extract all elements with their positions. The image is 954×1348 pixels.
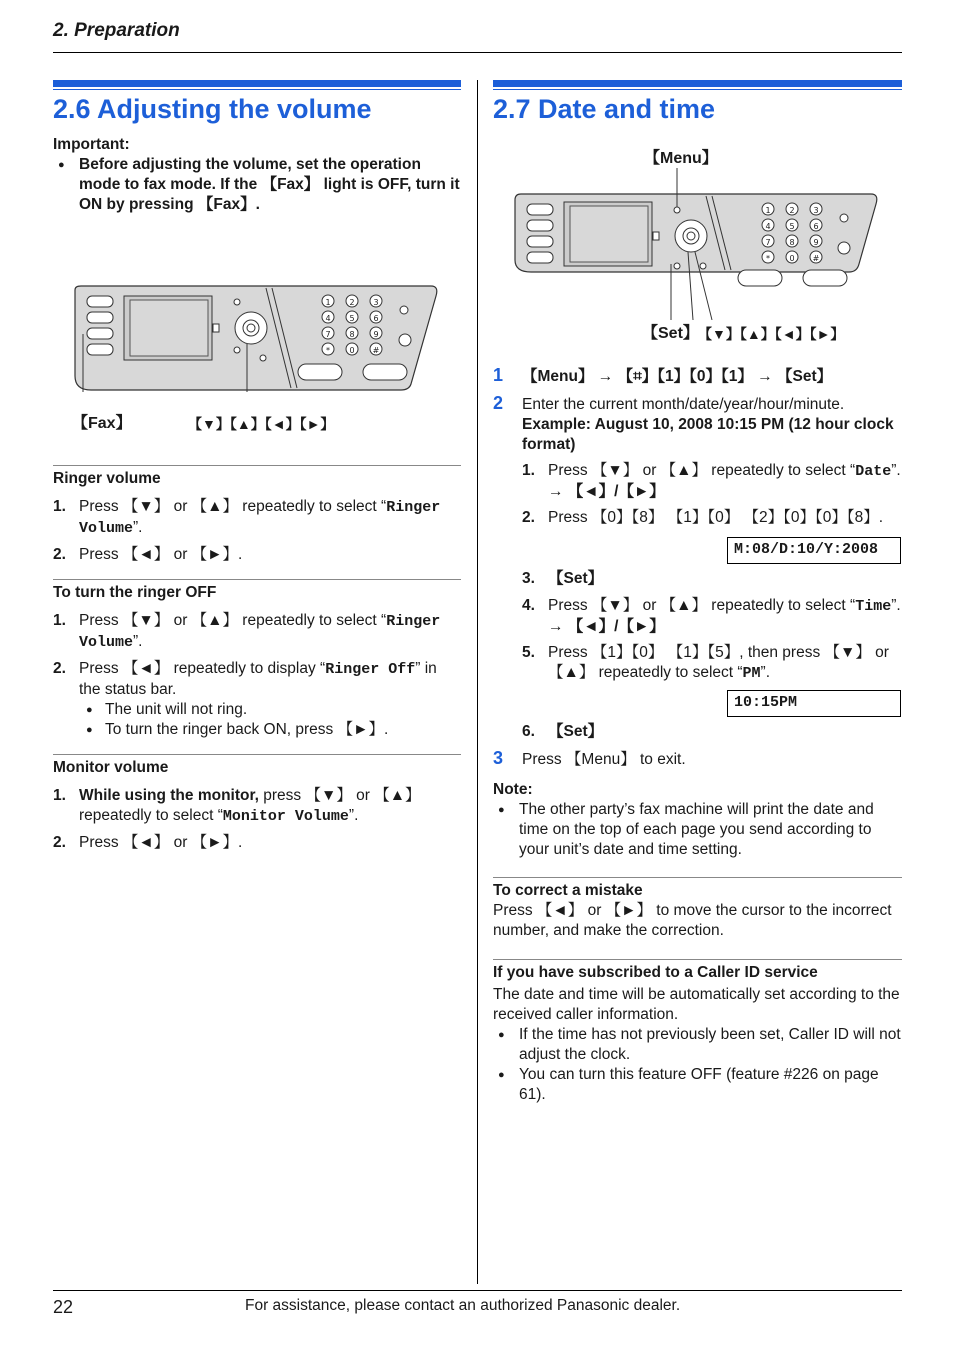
- step-number: 3.: [522, 570, 535, 587]
- section-title: 2.7 Date and time: [493, 94, 716, 124]
- menu-button-callout: 【Menu】: [644, 150, 718, 167]
- ringer-off-bullet-1: ● The unit will not ring.: [53, 700, 461, 720]
- step-number: 1.: [522, 462, 535, 479]
- set-button-callout: 【Set】: [642, 325, 699, 342]
- header-rule: [53, 52, 902, 53]
- step-text: Press 【0】【8】 【1】【0】 【2】【0】【0】【8】.: [548, 509, 884, 526]
- ringer-off-bullet-2: ● To turn the ringer back ON, press 【►】.: [53, 720, 461, 740]
- section-bar: [53, 80, 461, 87]
- fax-control-panel-diagram: [73, 284, 439, 392]
- display-text: Ringer Volume: [79, 499, 441, 537]
- important-text: ● Before adjusting the volume, set the operation mode to fax mode. If the 【Fax】 light is OFF, turn it ON by pressing 【Fax】.: [53, 155, 461, 215]
- monitor-step-1: [53, 786, 461, 827]
- step-text: press 【▼】 or 【▲】 repeatedly to select “: [79, 787, 421, 824]
- divider: [493, 877, 902, 878]
- lcd-date-display: M:08/D:10/Y:2008: [727, 537, 901, 564]
- nav-instruction: → 【◄】/【►】: [548, 483, 665, 500]
- section-volume: [53, 80, 461, 215]
- substep-1: [522, 461, 902, 502]
- section-date-time: [493, 80, 902, 125]
- step-text-end: ”.: [760, 664, 771, 681]
- step-1: [493, 367, 902, 387]
- substep-6: [522, 722, 902, 742]
- display-text: Ringer Volume: [79, 613, 441, 651]
- step-number: 4.: [522, 597, 535, 614]
- keypad-key-label: 8: [349, 330, 355, 339]
- ringer-step-2: [53, 545, 461, 565]
- step-2: [493, 395, 902, 528]
- step-number: 5.: [522, 644, 535, 661]
- example-text: Example: August 10, 2008 10:15 PM (12 hour clock format): [522, 416, 894, 453]
- step-number: 1.: [53, 498, 66, 515]
- ringer-off-heading: To turn the ringer OFF: [53, 584, 217, 601]
- ringer-off-block: [53, 579, 461, 740]
- ringer-volume-block: [53, 465, 461, 565]
- step-text: Press 【▼】 or 【▲】 repeatedly to select “: [79, 498, 387, 515]
- step-3: [493, 750, 902, 770]
- page-number: 22: [53, 1297, 74, 1317]
- date-time-substeps-2: [522, 569, 902, 684]
- nav-instruction: → 【◄】/【►】: [548, 618, 665, 635]
- monitor-volume-heading: Monitor volume: [53, 759, 169, 776]
- step-text: 【Set】: [548, 570, 604, 587]
- step-text-end: ”.: [891, 597, 901, 614]
- step-text: 【Set】: [548, 723, 604, 740]
- keypad-key-label: 5: [349, 314, 355, 323]
- substep-3: [522, 569, 902, 589]
- step-number: 6.: [522, 723, 535, 740]
- step-number: 2: [493, 393, 504, 413]
- keypad-key-label: 7: [765, 238, 771, 247]
- step-text-end: ” in the status bar.: [79, 660, 437, 698]
- correct-mistake-text: Press 【◄】 or 【►】 to move the cursor to the incorrect number, and make the correction.: [493, 902, 892, 939]
- divider: [53, 579, 461, 580]
- correct-mistake-heading: To correct a mistake: [493, 882, 643, 899]
- keypad-key-label: 4: [765, 222, 771, 231]
- step-text: Press 【◄】 repeatedly to display “: [79, 660, 326, 677]
- step-text: Press 【Menu】 to exit.: [522, 751, 686, 768]
- caller-id-bullet-2: ● You can turn this feature OFF (feature #226 on page 61).: [493, 1065, 902, 1105]
- step-text-bold: While using the monitor,: [79, 787, 259, 804]
- footer-rule: [53, 1290, 902, 1291]
- monitor-step-2: [53, 833, 461, 853]
- monitor-volume-block: [53, 754, 461, 853]
- running-header: 2. Preparation: [53, 20, 180, 41]
- step-text-end: ”.: [133, 633, 143, 650]
- lcd-time-display: 10:15PM: [727, 690, 901, 717]
- section-title: 2.6 Adjusting the volume: [53, 94, 372, 124]
- substep-4: [522, 596, 902, 637]
- section-bar-thin: [53, 89, 461, 90]
- keypad-key-label: 3: [373, 298, 379, 307]
- keypad-key-label: 8: [789, 238, 795, 247]
- column-divider: [477, 80, 478, 1284]
- keypad-key-label: 9: [813, 238, 819, 247]
- keypad-key-label: 6: [373, 314, 379, 323]
- keypad-key-label: *: [326, 346, 330, 355]
- keypad-key-label: 4: [325, 314, 331, 323]
- step-text-end: ”.: [348, 807, 359, 824]
- step-number: 2.: [53, 660, 66, 677]
- keypad-key-label: 1: [765, 206, 771, 215]
- keypad-key-label: 2: [789, 206, 795, 215]
- divider: [53, 754, 461, 755]
- caller-id-block: [493, 959, 902, 1105]
- substep-5: [522, 643, 902, 684]
- date-time-final: [493, 722, 902, 860]
- nav-keys-callout-right: 【▼】【▲】【◄】【►】: [698, 326, 845, 342]
- step-text-end: ”.: [891, 462, 901, 479]
- keypad-key-label: 5: [789, 222, 795, 231]
- step-number: 1: [493, 365, 504, 385]
- note-label: Note:: [493, 781, 533, 798]
- step-text: 【Menu】 → 【⌗】【1】【0】【1】 → 【Set】: [522, 368, 833, 385]
- keypad-key-label: 1: [325, 298, 331, 307]
- ringer-off-step-2: [53, 659, 461, 700]
- substep-2: [522, 508, 902, 528]
- caller-id-bullet-1: ● If the time has not previously been set, Caller ID will not adjust the clock.: [493, 1025, 902, 1065]
- display-text: Monitor Volume: [222, 808, 349, 825]
- footer-note: For assistance, please contact an authorized Panasonic dealer.: [245, 1297, 681, 1314]
- display-text: Ringer Off: [325, 661, 416, 678]
- note-bullet-1: ● The other party’s fax machine will print the date and time on the top of each page you send according to your unit’s date and time setting.: [493, 800, 902, 860]
- step-number: 3: [493, 748, 504, 768]
- keypad-key-label: 6: [813, 222, 819, 231]
- ringer-off-step-1: [53, 611, 461, 653]
- keypad-key-label: 0: [789, 254, 795, 263]
- step-number: 2.: [522, 509, 535, 526]
- keypad-key-label: 0: [349, 346, 355, 355]
- important-label: Important:: [53, 136, 130, 153]
- step-text: Press 【▼】 or 【▲】 repeatedly to select “: [548, 462, 856, 479]
- step-text: Press 【▼】 or 【▲】 repeatedly to select “: [548, 597, 856, 614]
- divider: [493, 959, 902, 960]
- caller-id-heading: If you have subscribed to a Caller ID service: [493, 964, 818, 981]
- step-number: 2.: [53, 546, 66, 563]
- section-bar: [493, 80, 902, 87]
- display-text: PM: [742, 665, 761, 682]
- fax-button-callout: 【Fax】: [72, 415, 132, 432]
- keypad-key-label: #: [372, 346, 380, 355]
- caller-id-text: The date and time will be automatically set according to the received caller information.: [493, 986, 900, 1023]
- step-number: 1.: [53, 787, 66, 804]
- step-text: Press 【◄】 or 【►】.: [79, 546, 243, 563]
- nav-keys-callout: 【▼】【▲】【◄】【►】: [188, 416, 335, 432]
- step-text: Press 【◄】 or 【►】.: [79, 834, 243, 851]
- date-time-steps: [493, 367, 902, 528]
- step-text: Press 【▼】 or 【▲】 repeatedly to select “: [79, 612, 387, 629]
- keypad-key-label: *: [766, 254, 770, 263]
- step-number: 2.: [53, 834, 66, 851]
- keypad-key-label: 9: [373, 330, 379, 339]
- correct-mistake-block: [493, 877, 902, 941]
- ringer-step-1: [53, 497, 461, 539]
- date-control-panel-diagram: [513, 168, 879, 320]
- keypad-key-label: 3: [813, 206, 819, 215]
- step-number: 1.: [53, 612, 66, 629]
- ringer-volume-heading: Ringer volume: [53, 470, 161, 487]
- keypad-key-label: 2: [349, 298, 355, 307]
- keypad-key-label: #: [812, 254, 820, 263]
- step-text-end: ”.: [133, 519, 143, 536]
- display-text: Date: [855, 463, 892, 480]
- keypad-key-label: 7: [325, 330, 331, 339]
- section-bar-thin: [493, 89, 902, 90]
- step-text: Press 【1】【0】 【1】【5】, then press 【▼】 or 【▲】 repeatedly to select “: [548, 644, 889, 681]
- divider: [53, 465, 461, 466]
- display-text: Time: [855, 598, 892, 615]
- step-text: Enter the current month/date/year/hour/minute.: [522, 396, 845, 413]
